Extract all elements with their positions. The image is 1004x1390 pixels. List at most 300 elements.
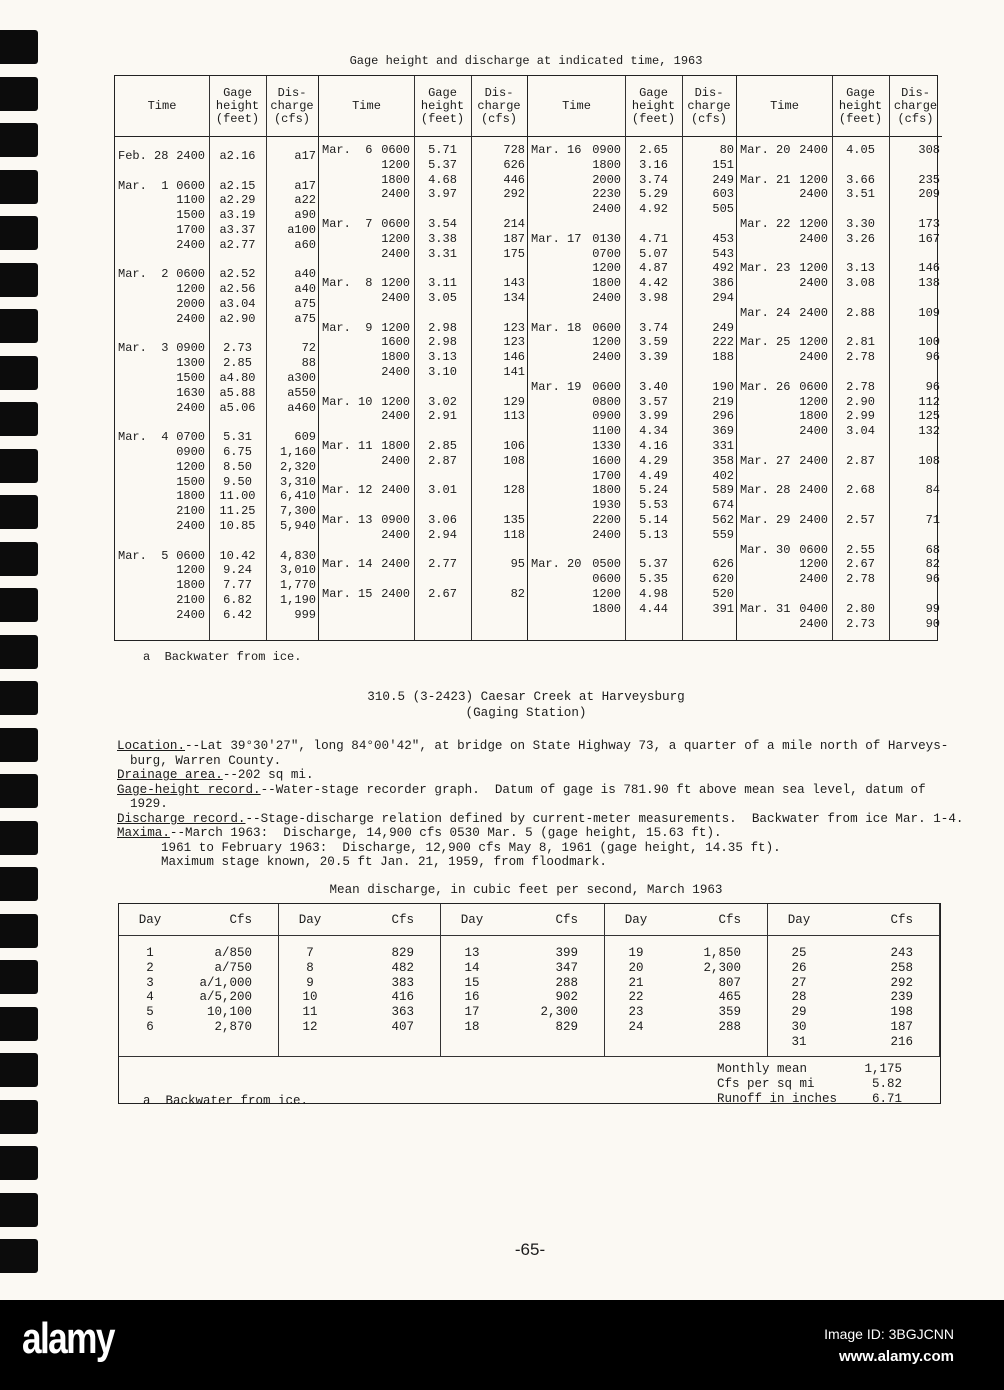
time-value: 0700: [176, 430, 205, 445]
table-body: [528, 137, 736, 617]
header-cfs: Cfs: [229, 912, 252, 927]
table-row: [605, 1020, 767, 1035]
time-cell: [528, 498, 625, 513]
table-row: [319, 483, 527, 498]
table-row: [279, 1020, 440, 1035]
time-cell: [528, 173, 625, 188]
table-row: [115, 371, 318, 386]
header-discharge: Dis- charge (cfs): [687, 85, 731, 126]
table-row: [528, 528, 736, 543]
discharge-value: 167: [918, 231, 940, 246]
gage-height-value: 5.07: [639, 246, 668, 261]
discharge-value: 222: [712, 335, 734, 350]
cfs-value: 347: [555, 960, 578, 975]
table-header: [528, 76, 736, 137]
page-number: -65-: [514, 1240, 546, 1259]
date-label: Mar. 17: [531, 231, 582, 246]
table-row: [768, 961, 939, 976]
time-value: 0900: [592, 409, 621, 424]
table-row: [768, 1035, 939, 1050]
binding-hole-icon: [0, 216, 38, 250]
time-cell: [528, 424, 625, 439]
header-day: Day: [624, 912, 648, 927]
blank-row: [737, 587, 942, 602]
blank-row: [319, 424, 527, 439]
gage-height-value: 2.87: [428, 453, 457, 468]
time-cell: [528, 143, 625, 158]
cfs-value: 187: [890, 1019, 913, 1034]
time-cell: [528, 187, 625, 202]
time-cell: [528, 469, 625, 484]
time-cell: [737, 557, 832, 572]
blank-row: [319, 572, 527, 587]
time-cell: [528, 202, 625, 217]
time-value: 2400: [799, 305, 828, 320]
day-value: 22: [628, 990, 644, 1005]
table-row: [737, 395, 942, 410]
table-row: [528, 557, 736, 572]
table-row: [119, 946, 278, 961]
time-value: 1200: [799, 557, 828, 572]
time-cell: [528, 261, 625, 276]
time-cell: [115, 238, 209, 253]
cfs-value: 2,870: [214, 1019, 252, 1034]
table-row: [319, 187, 527, 202]
gage-height-value: a2.77: [219, 237, 256, 252]
table-row: [115, 489, 318, 504]
table-row: [115, 430, 318, 445]
table-row: [279, 1005, 440, 1020]
blank-row: [737, 291, 942, 306]
time-cell: [737, 335, 832, 350]
table-row: [319, 158, 527, 173]
gage-height-value: 11.00: [219, 489, 256, 504]
gage-height-value: 3.11: [428, 276, 457, 291]
header-time: Time: [770, 98, 799, 113]
gage-height-value: 3.66: [846, 172, 875, 187]
gage-height-value: 8.50: [223, 459, 252, 474]
gage-height-value: a2.90: [219, 311, 256, 326]
date-label: Mar. 23: [740, 261, 791, 276]
time-value: 0600: [381, 143, 410, 157]
gage-height-value: 2.67: [428, 586, 457, 601]
binding-hole-icon: [0, 495, 38, 529]
discharge-value: 112: [918, 394, 940, 409]
day-value: 7: [306, 946, 314, 960]
table-row: [119, 990, 278, 1005]
gage-height-value: a3.19: [219, 208, 256, 223]
gage-height-value: 3.74: [639, 320, 668, 335]
time-value: 1500: [176, 370, 205, 385]
time-value: 2400: [381, 290, 410, 305]
table2-title: Mean discharge, in cubic feet per second, March 1963: [329, 883, 723, 897]
time-value: 2400: [592, 527, 621, 542]
discharge-value: 151: [712, 157, 734, 172]
maxima-label: Maxima.: [117, 826, 170, 840]
time-cell: [737, 143, 832, 158]
discharge-value: 109: [918, 305, 940, 320]
time-value: 2200: [592, 512, 621, 527]
gage-height-value: 6.82: [223, 592, 252, 607]
gage-height-value: 2.98: [428, 335, 457, 350]
time-value: 0900: [176, 444, 205, 459]
summary-label: Cfs per sq mi: [717, 1077, 815, 1091]
table-row: [115, 149, 318, 164]
table-row: [737, 232, 942, 247]
discharge-value: 125: [918, 409, 940, 424]
discharge-value: 84: [925, 483, 940, 498]
time-cell: [115, 208, 209, 223]
discharge-value: 2,320: [279, 459, 316, 474]
header-time: Time: [147, 98, 177, 113]
discharge-value: 1,190: [279, 592, 316, 607]
time-cell: [528, 247, 625, 262]
time-value: 1500: [176, 208, 205, 223]
time-value: 2400: [381, 364, 410, 379]
time-cell: [528, 513, 625, 528]
table-row: [115, 193, 318, 208]
summary-row: [717, 1092, 907, 1107]
discharge-value: a550: [287, 385, 316, 400]
time-value: 2400: [381, 483, 410, 498]
time-cell: [737, 232, 832, 247]
gage-height-value: 4.98: [639, 586, 668, 601]
date-label: Mar. 13: [322, 512, 373, 527]
gage-height-value: 3.06: [428, 512, 457, 527]
time-cell: [737, 572, 832, 587]
time-value: 1930: [592, 498, 621, 513]
table-row: [115, 312, 318, 327]
table-row: [737, 454, 942, 469]
time-value: 1800: [381, 438, 410, 453]
cfs-value: 399: [555, 946, 578, 960]
time-value: 2000: [176, 296, 205, 311]
table-row: [528, 409, 736, 424]
table-row: [319, 276, 527, 291]
table-row: [319, 232, 527, 247]
discharge-value: 5,940: [279, 518, 316, 533]
time-cell: [528, 409, 625, 424]
table-header: [119, 904, 278, 936]
time-cell: [115, 593, 209, 608]
gage-height-value: 3.39: [639, 350, 668, 365]
time-value: 1330: [592, 438, 621, 453]
time-value: 2400: [176, 400, 205, 415]
gage-height-value: 3.13: [846, 261, 875, 276]
time-cell: [737, 380, 832, 395]
time-value: 2230: [592, 187, 621, 202]
gage-height-value: 5.24: [639, 483, 668, 498]
time-value: 0600: [592, 379, 621, 394]
gage-height-value: 3.54: [428, 216, 457, 231]
discharge-value: 173: [918, 216, 940, 231]
location-paragraph: [117, 739, 948, 754]
discharge-value: 187: [503, 231, 525, 246]
time-cell: [528, 380, 625, 395]
date-label: Mar. 5: [118, 548, 169, 563]
time-cell: [528, 395, 625, 410]
time-cell: [115, 356, 209, 371]
discharge-value: 3,310: [279, 474, 316, 489]
gage-height-value: 3.40: [639, 379, 668, 394]
discharge-value: 609: [294, 430, 316, 445]
time-cell: [115, 519, 209, 534]
discharge-value: 543: [712, 246, 734, 261]
time-cell: [319, 454, 414, 469]
maxima-text: --March 1963: Discharge, 14,900 cfs 0530 Mar. 5 (gage height, 15.63 ft).: [169, 826, 722, 840]
time-cell: [115, 312, 209, 327]
gage-height-value: 2.94: [428, 527, 457, 542]
table-row: [115, 356, 318, 371]
discharge-value: 96: [925, 379, 940, 394]
table-row: [528, 247, 736, 262]
time-value: 2400: [381, 557, 410, 572]
table-body: [119, 936, 278, 1035]
time-cell: [737, 454, 832, 469]
gage-height-value: a3.04: [219, 296, 256, 311]
time-value: 1800: [799, 409, 828, 424]
summary-row: [717, 1062, 907, 1077]
gage-height-value: 4.34: [639, 424, 668, 439]
time-cell: [528, 276, 625, 291]
header-time: Time: [562, 98, 591, 113]
gage-height-value: 3.31: [428, 246, 457, 261]
table1-title: Gage height and discharge at indicated time, 1963: [349, 54, 703, 68]
time-cell: [737, 395, 832, 410]
table-row: [115, 475, 318, 490]
discharge-value: 674: [712, 498, 734, 513]
table-row: [768, 1020, 939, 1035]
station-title: 310.5 (3-2423) Caesar Creek at Harveysburg: [367, 690, 685, 704]
gage-height-value: 2.78: [846, 379, 875, 394]
day-value: 8: [306, 960, 314, 975]
time-cell: [737, 306, 832, 321]
table2-footer: [119, 1056, 940, 1108]
binding-hole-icon: [0, 1239, 38, 1273]
time-cell: [319, 557, 414, 572]
time-value: 1800: [592, 483, 621, 498]
cfs-value: a/1,000: [199, 975, 252, 990]
time-cell: [319, 276, 414, 291]
table-row: [115, 238, 318, 253]
time-value: 2400: [799, 453, 828, 468]
discharge-value: 369: [712, 424, 734, 439]
binding-hole-icon: [0, 1100, 38, 1134]
blank-row: [737, 158, 942, 173]
table-row: [115, 223, 318, 238]
gage-height-value: a5.06: [219, 400, 256, 415]
binding-hole-icon: [0, 1007, 38, 1041]
time-cell: [115, 401, 209, 416]
table-body: [319, 137, 527, 602]
table-row: [528, 173, 736, 188]
blank-row: [737, 321, 942, 336]
discharge-value: a60: [294, 237, 316, 252]
date-label: Mar. 7: [322, 216, 373, 231]
table-row: [279, 946, 440, 961]
discharge-value: 219: [712, 394, 734, 409]
discharge-value: 492: [712, 261, 734, 276]
discharge-value: 188: [712, 350, 734, 365]
table-row: [279, 976, 440, 991]
time-value: 1200: [381, 157, 410, 172]
date-label: Mar. 19: [531, 379, 582, 394]
day-group: [441, 904, 605, 1056]
watermark-url: www.alamy.com: [838, 1348, 954, 1365]
day-value: 11: [302, 1005, 318, 1020]
time-value: 1500: [176, 474, 205, 489]
discharge-value: 90: [925, 616, 940, 631]
gage-height-value: 3.98: [639, 290, 668, 305]
binding-hole-icon: [0, 402, 38, 436]
date-label: Mar. 9: [322, 320, 373, 335]
day-group: [605, 904, 768, 1056]
discharge-paragraph: [117, 812, 963, 827]
time-value: 2400: [381, 409, 410, 424]
blank-row: [115, 253, 318, 268]
discharge-value: 99: [925, 601, 940, 616]
gage-height-value: 3.38: [428, 231, 457, 246]
discharge-value: 1,770: [279, 578, 316, 593]
table-row: [319, 454, 527, 469]
binding-hole-icon: [0, 449, 38, 483]
table-row: [605, 946, 767, 961]
date-label: Mar. 18: [531, 320, 582, 335]
binding-hole-icon: [0, 356, 38, 390]
table-row: [319, 143, 527, 158]
day-value: 1: [146, 946, 154, 960]
discharge-value: 129: [503, 394, 525, 409]
time-cell: [528, 439, 625, 454]
time-cell: [319, 350, 414, 365]
header-discharge: Dis- charge (cfs): [270, 85, 314, 126]
table-row: [528, 202, 736, 217]
day-value: 9: [306, 975, 314, 990]
blank-row: [319, 380, 527, 395]
table-row: [528, 321, 736, 336]
binding-hole-icon: [0, 960, 38, 994]
table-row: [528, 276, 736, 291]
discharge-value: 80: [719, 143, 734, 157]
discharge-value: a17: [294, 149, 316, 163]
gage-height-value: 3.26: [846, 231, 875, 246]
binding-hole-icon: [0, 867, 38, 901]
date-label: Mar. 15: [322, 586, 373, 601]
table1-footnote: a Backwater from ice.: [143, 650, 302, 664]
table-row: [319, 321, 527, 336]
binding-hole-icon: [0, 30, 38, 64]
cfs-value: 243: [890, 946, 913, 960]
discharge-value: 249: [712, 320, 734, 335]
discharge-value: 68: [925, 542, 940, 557]
time-cell: [115, 386, 209, 401]
table-row: [737, 276, 942, 291]
gage-text: --Water-stage recorder graph. Datum of gage is 781.90 ft above mean sea level, datum of: [260, 783, 926, 797]
blank-row: [115, 164, 318, 179]
table-row: [737, 424, 942, 439]
day-value: 20: [628, 960, 644, 975]
discharge-value: 296: [712, 409, 734, 424]
binding-hole-icon: [0, 542, 38, 576]
day-value: 16: [464, 990, 480, 1005]
table-row: [605, 990, 767, 1005]
discharge-value: 108: [503, 453, 525, 468]
gage-height-value: 9.24: [223, 563, 252, 578]
header-day: Day: [298, 912, 322, 927]
discharge-value: 292: [503, 187, 525, 202]
gage-height-value: 10.42: [219, 548, 256, 563]
date-label: Mar. 6: [322, 143, 373, 157]
gage-height-value: 10.85: [219, 518, 256, 533]
discharge-value: 100: [918, 335, 940, 350]
discharge-value: 562: [712, 512, 734, 527]
discharge-value: 728: [503, 143, 525, 157]
discharge-value: 386: [712, 276, 734, 291]
time-cell: [319, 439, 414, 454]
time-value: 1600: [381, 335, 410, 350]
blank-row: [319, 306, 527, 321]
table-row: [605, 976, 767, 991]
gage-height-value: a2.16: [219, 149, 256, 163]
discharge-value: 559: [712, 527, 734, 542]
binding-hole-icon: [0, 774, 38, 808]
table-row: [115, 445, 318, 460]
table-row: [768, 976, 939, 991]
table-row: [528, 261, 736, 276]
gage-height-value: 11.25: [219, 504, 256, 519]
date-label: Mar. 1: [118, 178, 169, 193]
discharge-value: 146: [918, 261, 940, 276]
discharge-value: 132: [918, 424, 940, 439]
gage-height-value: 2.77: [428, 557, 457, 572]
date-label: Mar. 12: [322, 483, 373, 498]
table-row: [528, 424, 736, 439]
table-body: [441, 936, 604, 1035]
table-row: [115, 297, 318, 312]
time-value: 1200: [381, 231, 410, 246]
date-label: Mar. 16: [531, 143, 582, 157]
discharge-value: 331: [712, 438, 734, 453]
time-value: 1700: [592, 468, 621, 483]
cfs-value: 288: [555, 975, 578, 990]
header-discharge: Dis- charge (cfs): [477, 85, 521, 126]
cfs-value: 288: [718, 1019, 741, 1034]
time-cell: [528, 158, 625, 173]
cfs-value: 198: [890, 1005, 913, 1020]
time-cell: [319, 321, 414, 336]
discharge-value: 135: [503, 512, 525, 527]
discharge-value: 620: [712, 572, 734, 587]
table-row: [115, 208, 318, 223]
time-cell: [319, 173, 414, 188]
discharge-value: 88: [301, 356, 316, 371]
gage-height-value: 2.73: [846, 616, 875, 631]
discharge-value: 96: [925, 350, 940, 365]
discharge-value: 118: [503, 527, 525, 542]
discharge-value: 106: [503, 438, 525, 453]
cfs-value: 258: [890, 960, 913, 975]
time-value: 1200: [176, 563, 205, 578]
table-row: [528, 439, 736, 454]
discharge-value: 402: [712, 468, 734, 483]
time-cell: [528, 557, 625, 572]
time-value: 0600: [592, 320, 621, 335]
discharge-value: a75: [294, 296, 316, 311]
gage-height-value: 4.71: [639, 231, 668, 246]
discharge-value: 138: [918, 276, 940, 291]
time-value: 2400: [176, 237, 205, 252]
time-cell: [737, 409, 832, 424]
